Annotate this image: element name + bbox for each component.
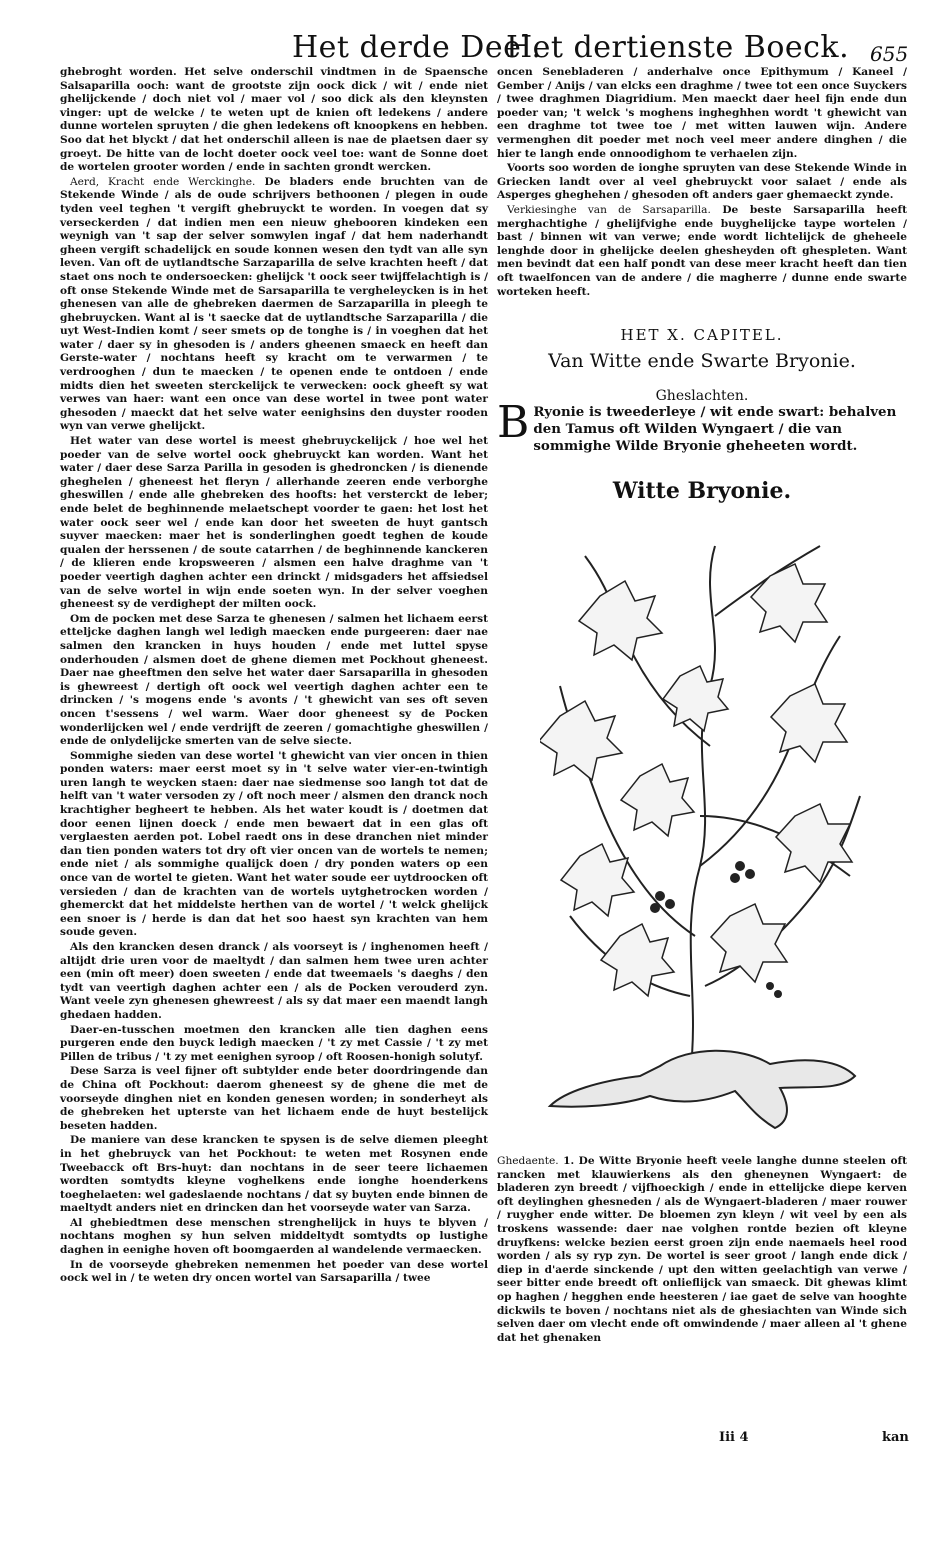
paragraph-text: Om de pocken met dese Sarza te ghenesen / salmen het lichaem eerst etteljcke daghen langh wel ledigh maecken ende purgeeren: daer nae salmen den krancken in huys houden / ende met luttel spyse onderhouden / alsmen doet de ghene diemen met Pockhout gheneest. Daer nae gheeftmen den selve het water daer Sarsaparilla in ghesoden is ghewreest / dertigh oft oock wel veertigh daghen achter een te drincken / 's mogens ende 's avonts / 't ghewicht van ses oft seven oncen t'sessens / wel warm. Waer door gheneest sy de Pocken wonderlijcken wel / ende verdrijft de zeeren / gomachtighe gheswillen / ende de onlydelijcke smerten van de selve siecte. <box>60 612 488 748</box>
paragraph-heading: Aerd, Kracht ende Werckinghe. <box>70 175 256 188</box>
right-column-bottom <box>497 1155 907 1346</box>
chapter-title: Van Witte ende Swarte Bryonie. <box>548 350 856 372</box>
paragraph-text: Het water van dese wortel is meest ghebruyckelijck / hoe wel het poeder van de selve wortel oock ghebruyckt kan worden. Want het water / daer dese Sarza Parilla in gesoden is ghedroncken / is dienende gheghelen / gheneest het fleryn / allerhande zeeren ende verborghe gheswillen / ende alle ghebreken des hoofts: het versterckt de leber; ende belet de beghinnende melaetschept voorder te gaen: het lost het water oock seer wel / ende kan door het sweeten de huyt gantsch suyver maecken: maer het is sonderlinghen goedt teghen de koude qualen der herssenen / de soute catarrhen / de beghinnende kanckeren / de klieren ende kropsweeren / alsmen een halve draghme van 't poeder veertigh daghen achter een drinckt / midsgaders het affsiedsel van de selve wortel in wijn ende soeten wyn. In der selver voeghen gheneest sy de verdighept der milten oock. <box>60 435 488 611</box>
page-number: 655 <box>870 42 909 66</box>
paragraph <box>60 1065 488 1133</box>
running-title-right: Het dertienste Boeck. <box>506 30 850 65</box>
bryony-woodcut-illustration <box>540 516 870 1136</box>
paragraph <box>497 66 907 161</box>
drop-capital: B <box>497 397 530 448</box>
figure-caption: Witte Bryonie. <box>612 478 792 504</box>
paragraph-text: 1. De Witte Bryonie heeft veele langhe dunne steelen oft rancken met klauwierkens als den gheneynen Wyngaert: de bladeren zyn breedt / vijfhoeckigh / ende in ettelijcke diepe kerven oft deylinghen ghesneden / als de Wyngaert-bladeren / maer rouwer / ruygher ende witter. De bloemen zyn kleyn / wit veel by een als troskens wassende: daer nae volghen rontde bezien oft kleyne druyfkens: welcke bezien eerst groen zijn ende naemaels heel rood worden / als sy ryp zyn. De wortel is seer groot / langh ende dick / diep in d'aerde sinckende / upt den witten geelachtigh van verwe / seer bitter ende breedt oft onlieflijck van smaeck. Dit ghewas klimt op haghen / hegghen ende heesteren / iae gaet de selve van hooghte dickwils te boven / nochtans niet als de ghesiachten van Winde sich selven daer om vlecht ende oft omwindende / maer alleen al 't ghene dat het ghenaken <box>497 1155 907 1344</box>
paragraph-heading: Verkiesinghe van de Sarsaparilla. <box>507 203 711 216</box>
paragraph <box>60 435 488 612</box>
running-title-left: Het derde Deel. <box>292 30 542 65</box>
paragraph-text: Al ghebiedtmen dese menschen strenghelijck in huys te blyven / nochtans moghen sy hun selven middeltydt somtydts op lustighe daghen in eenighe hoven oft boomgaerden al wandelende vermaecken. <box>60 1216 488 1257</box>
paragraph-text: Voorts soo worden de ionghe spruyten van dese Stekende Winde in Griecken landt over al veel ghebruyckt voor salaet / ende als Asperges gheghehen / ghesoden oft anders gaer ghemaeckt zynde. <box>497 162 907 202</box>
paragraph <box>497 162 907 203</box>
paragraph-text: In de voorseyde ghebreken nemenmen het poeder van dese wortel oock wel in / te weten dry oncen wortel van Sarsaparilla / twee <box>60 1258 488 1285</box>
paragraph <box>60 750 488 940</box>
left-column <box>60 66 488 1287</box>
running-header <box>0 22 950 72</box>
paragraph <box>60 1134 488 1216</box>
paragraph-text: De maniere van dese krancken te spysen is de selve diemen pleeght in het ghebruyck van het Pockhout: te weten met Rosynen ende Tweebacck oft Brs-huyt: dan nochtans in de seer teere lichaemen wordten somtydts kleyne voghelkens ende ionghe hoenderkens toeghelaeten: wel gadeslaende nochtans / dat sy buyten ende binnen de maeltydt anders niet en drincken dan het voorseyde water van Sarza. <box>60 1134 488 1215</box>
right-column-top <box>497 66 907 300</box>
chapter-number: HET X. CAPITEL. <box>620 326 784 344</box>
intro-text: Ryonie is tweederleye / wit ende swart: behalven den Tamus oft Wilden Wyngaert / die van sommighe Wilde Bryonie gheheeten wordt. <box>533 404 897 454</box>
kinds-heading: Gheslachten. <box>655 388 749 404</box>
paragraph-text: De bladers ende bruchten van de Stekende Winde / als de oude schrijvers bethoonen / plegen in oude tyden veel teghen 't vergift ghebruyckt te worden. In voegen dat sy verseckerden / dat indien men een nieuw ghebooren kindeken een weynigh van 't sap der selver somwylen ingaf / dat hem naderhandt gheen vergift schadelijck en soude konnen wesen den tydt van alle syn leven. Van oft de uytlandtsche Sarzaparilla de selve krachten heeft / dat staet ons noch te ondersoecken: ghelijck 't oock seer twijffelachtigh is / oft onse Stekende Winde met de Sarsaparilla te vergheleycken is in het ghenesen van alle de ghebreken daermen de Sarzaparilla in pleegh te ghebruycken. Want al is 't saecke dat de uytlandtsche Sarzaparilla / die uyt West-Indien komt / seer smets op de tonghe is / in voeghen dat het water / daer sy in ghesoden is / anders gheenen smaeck en heeft dan Gerste-water / nochtans heeft sy kracht om te verwarmen / te verdrooghen / dun te maecken / te openen ende te ontdoen / ende midts dien het sweeten sterckelijck te verwecken: oock gheeft sy wat verwes van haer: want een once van dese wortel in twee pont water ghesoden / maeckt dat het selve water eenighsins den duyster rooden wyn van verwe ghelijckt. <box>60 175 488 433</box>
paragraph-text: ghebroght worden. Het selve onderschil vindtmen in de Spaensche Salsaparilla ooch: want de grootste zijn oock dick / wit / ende niet ghelijckende / doch niet vol / maer vol / soo dick als den kleynsten vinger: upt de welcke / te weten upt de knien oft ledekens / andere dunne wortelen spruyten / die ghen ledekens oft knoopkens en hebben. Soo dat het blyckt / dat het onderschil alleen is nae de plaetsen daer sy groeyt. De hitte van de locht doeter oock veel toe: want de Sonne doet de wortelen grooter worden / ende in sachten grondt wercken. <box>60 66 488 174</box>
catchword: kan <box>882 1430 909 1445</box>
signature-mark: Iii 4 <box>719 1430 749 1445</box>
paragraph <box>60 941 488 1023</box>
paragraph-text: Daer-en-tusschen moetmen den krancken alle tien daghen eens purgeren ende den buyck ledigh maecken / 't zy met Cassie / 't zy met Pillen de tribus / 't zy met eenighen syroop / oft Roosen-honigh solutyf. <box>60 1023 488 1063</box>
paragraph-text: De beste Sarsaparilla heeft merghachtighe / ghelijfvighe ende buyghelijcke taype wortelen / bast / binnen wit van verwe; ende wordt lichtelijck de gheheele lenghde door in ghelijcke deelen ghesheyden oft ghespleten. Want men bevindt dat een half pondt van dese meer kracht heeft dan tien oft twaelfoncen van de andere / die magherre / dunne ende swarte worteken heeft. <box>497 203 907 298</box>
paragraph-text: Sommighe sieden van dese wortel 't ghewicht van vier oncen in thien ponden waters: maer eerst moet sy in 't selve water vier-en-twintigh uren langh te weycken staen: daer nae siedmense soo langh tot dat de helft van 't water versoden zy / oft noch meer / alsmen den dranck noch krachtigher begheert te hebben. Als het water koudt is / doetmen dat door eenen lijnen doeck / ende men bewaert dat in een glas oft verglaesten aerden pot. Lobel raedt ons in dese dranchen niet minder dan tien ponden waters tot dry oft vier oncen van de wortels te nemen; ende niet / als sommighe qualijck doen / dry ponden waters op een once van de wortel te gieten. Want het water soude eer uytdroocken oft versieden / dan de krachten van de wortels uytghetrocken worden / ghemerckt dat het middelste herthen van de wortel / 't welck ghelijck een snoer is / herde is dan dat het soo haest syn krachten van hem soude geven. <box>60 749 488 939</box>
paragraph-text: Dese Sarza is veel fijner oft subtylder ende beter doordringende dan de China oft Pockhout: daerom gheneest sy de ghene die met de voorseyde dinghen niet en konden genesen worden; in sonderheyt als de ghebreken het upterste van het lichaem ende de huyt bestelijck beseten hadden. <box>60 1065 488 1132</box>
paragraph-text: oncen Senebladeren / anderhalve once Epithymum / Kaneel / Gember / Anijs / van elcks een draghme / twee tot een once Suyckers / twee draghmen Diagridium. Men maeckt daer heel fijn ende dun poeder van; 't welck 's moghens ingheghhen wordt 't ghewicht van een draghme tot twee toe / met witten lauwen wijn. Andere vermenghen dit poeder met noch veel meer andere dinghen / die hier te langh ende onnoodighom te verhaelen zijn. <box>497 66 907 160</box>
paragraph-text: Als den krancken desen dranck / als voorseyt is / inghenomen heeft / altijdt drie uren voor de maeltydt / dan salmen hem twee uren achter een (min oft meer) doen sweeten / ende dat tweemaels 's daeghs / den tydt van veertigh daghen achter een / als de Pocken verouderd zyn. Want veele zyn ghenesen ghewreest / als sy dat maer een maendt langh ghedaen hadden. <box>60 941 488 1021</box>
paragraph <box>60 613 488 749</box>
paragraph <box>60 176 488 434</box>
paragraph <box>497 204 907 299</box>
paragraph <box>60 1217 488 1258</box>
paragraph-heading: Ghedaente. <box>497 1155 559 1167</box>
paragraph <box>497 1155 907 1345</box>
paragraph <box>60 1024 488 1065</box>
paragraph <box>60 66 488 175</box>
paragraph <box>60 1259 488 1286</box>
chapter-intro <box>497 397 907 455</box>
